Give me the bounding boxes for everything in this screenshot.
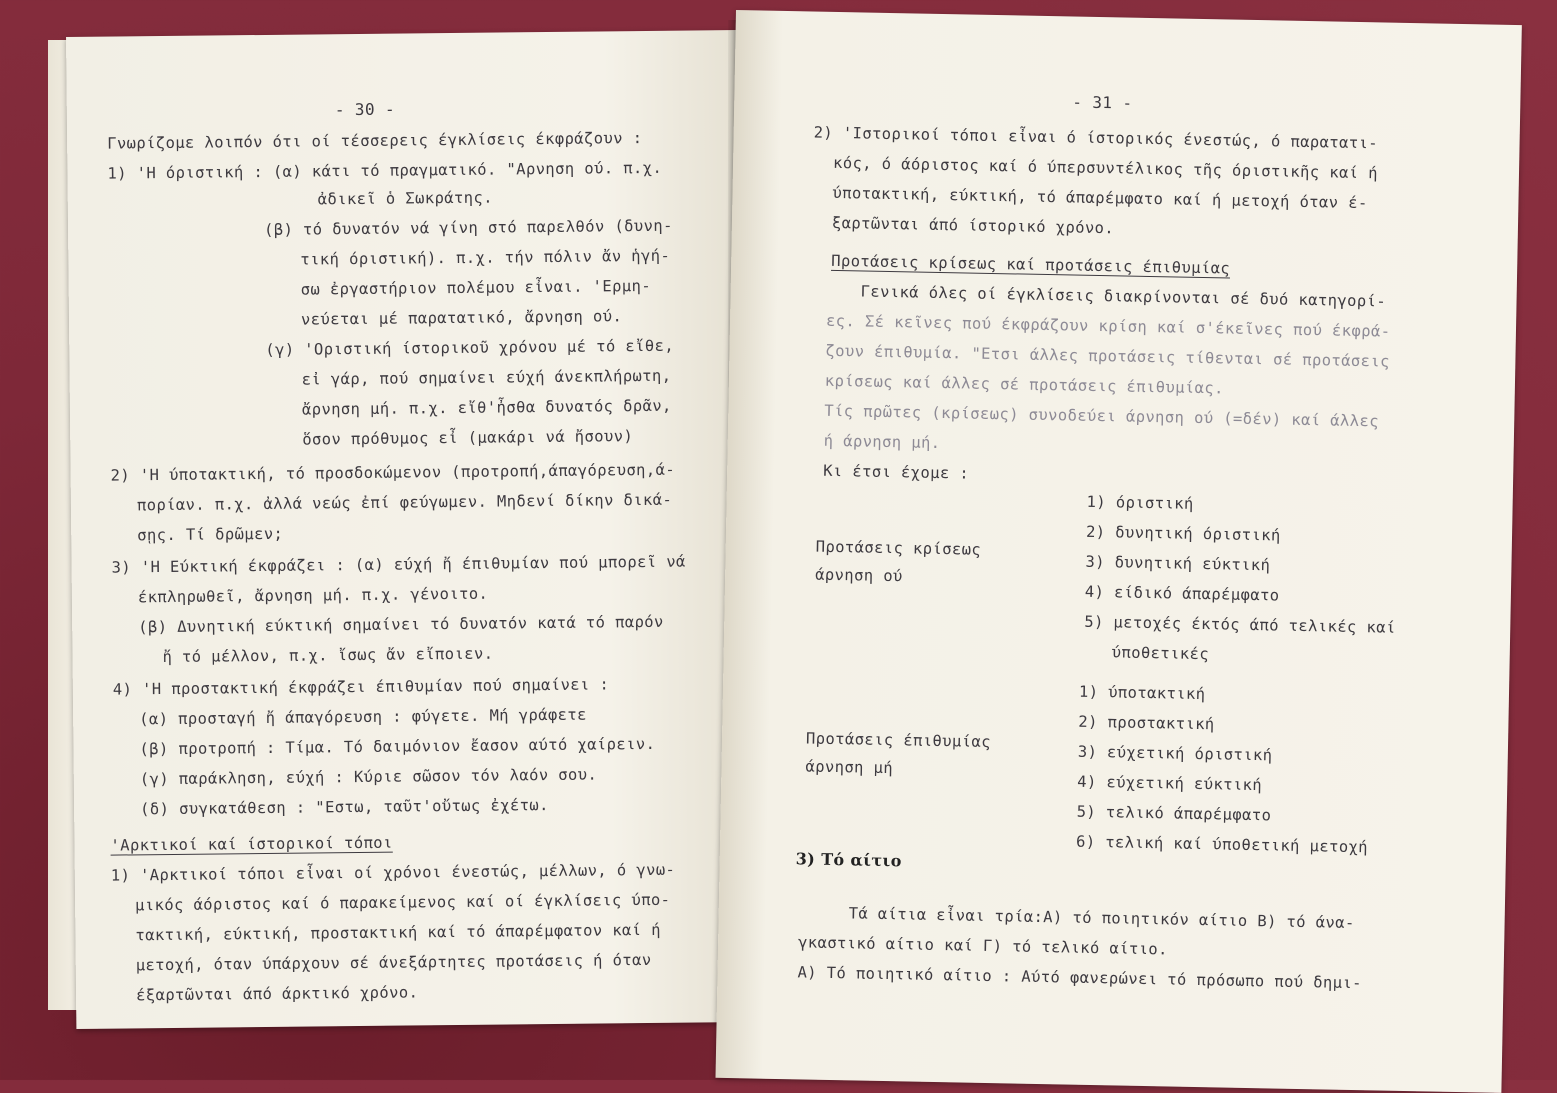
text-line: Γενικά όλες οί έγκλίσεις διακρίνονται σέ δυό κατηγορί- (860, 282, 1387, 311)
group-label: Προτάσεις κρίσεως (815, 537, 982, 559)
text-line: σῃς. Τί δρῶμεν; (137, 524, 284, 545)
list-item: 4) εύχετική εύκτική (1077, 772, 1263, 795)
list-item: 1) ύποτακτική (1078, 682, 1206, 704)
list-item: 6) τελική καί ύποθετική μετοχή (1075, 832, 1369, 857)
page-number: - 31 - (1072, 92, 1133, 113)
group-negation: άρνηση ού (815, 565, 903, 586)
text-line: ζουν έπιθυμία. "Ετσι άλλες προτάσεις τίθενται σέ προτάσεις (825, 341, 1390, 371)
text-line: τική όριστική). π.χ. τήν πόλιν ἄν ἡγή- (300, 246, 671, 269)
section-heading: Προτάσεις κρίσεως καί προτάσεις έπιθυμίας (831, 251, 1231, 278)
text-line: (β) τό δυνατόν νά γίνη στό παρελθόν (δυνη- (263, 216, 673, 239)
text-line: 2) 'Ιστορικοί τόποι εἶναι ό ίστορικός ένεστώς, ό παρατατι- (813, 123, 1379, 153)
text-line: Α) Τό ποιητικό αίτιο : Αύτό φανερώνει τό πρόσωπο πού δημι- (797, 963, 1363, 993)
list-item: 5) μετοχές έκτός άπό τελικές καί (1084, 612, 1396, 637)
list-item: 3) εύχετική όριστική (1077, 742, 1273, 765)
text-line: (α) προσταγή ἤ άπαγόρευση : φύγετε. Μή γράφετε (139, 705, 587, 729)
group-negation: άρνηση μή (805, 757, 894, 778)
text-line: ἀδικεῖ ὁ Σωκράτης. (317, 188, 494, 209)
list-item: 5) τελικό άπαρέμφατο (1076, 802, 1272, 825)
text-line: γκαστικό αίτιο καί Γ) τό τελικό αίτιο. (797, 933, 1169, 959)
text-line: (β) Δυνητική εύκτική σημαίνει τό δυνατόν κατά τό παρόν (138, 612, 664, 637)
text-line: ἤ τό μέλλον, π.χ. ἴσως ἄν εἴποιεν. (162, 644, 494, 667)
list-item: 2) προστακτική (1078, 712, 1215, 734)
text-line: ή άρνηση μή. (823, 431, 941, 453)
list-item: 4) είδικό άπαρέμφατο (1084, 582, 1280, 605)
text-line: εἰ γάρ, πού σημαίνει εύχή άνεκπλήρωτη, (301, 366, 672, 389)
text-line: ὅσον πρόθυμος εἶ (μακάρι νά ἤσουν) (302, 427, 634, 449)
text-line: έξαρτῶνται άπό άρκτικό χρόνο. (135, 983, 419, 1005)
text-line: μετοχή, όταν ύπάρχουν σέ άνεξάρτητες προτάσεις ή όταν (135, 950, 652, 975)
text-line: 1) 'Η όριστική : (α) κάτι τό πραγματικό. "Αρνηση ού. π.χ. (107, 158, 663, 183)
list-item: 3) δυνητική εύκτική (1085, 552, 1271, 575)
text-line: ἄρνηση μή. π.χ. εἴθ'ἦσθα δυνατός δρᾶν, (301, 396, 672, 419)
text-line: 3) 'Η Εύκτική έκφράζει : (α) εύχή ἤ έπιθυμίαν πού μπορεῖ νά (111, 552, 686, 577)
text-line: 4) 'Η προστακτική έκφράζει έπιθυμίαν πού σημαίνει : (112, 675, 610, 699)
text-line: 1) 'Αρκτικοί τόποι εἶναι οί χρόνοι ένεστώς, μέλλων, ό γνω- (110, 860, 676, 885)
text-line: τακτική, εύκτική, προστακτική καί τό άπαρέμφατον καί ή (135, 920, 662, 945)
text-line: νεύεται μέ παρατατικό, ἄρνηση ού. (300, 307, 623, 329)
group-label: Προτάσεις έπιθυμίας (805, 729, 992, 752)
text-line: κός, ό άόριστος καί ό ύπερσυντέλικος τῆς όριστικῆς καί ή (832, 153, 1379, 183)
section-heading: 'Αρκτικοί καί ίστορικοί τόποι (110, 833, 393, 855)
list-item: 2) δυνητική όριστική (1085, 522, 1281, 545)
text-line: ες. Σέ κεῖνες πού έκφράζουν κρίση καί σ'έκεῖνες πού έκφρά- (825, 311, 1391, 341)
right-page (715, 10, 1521, 1093)
section-heading: 3) Τό αίτιο (795, 849, 902, 871)
text-line: κρίσεως καί άλλες σέ προτάσεις έπιθυμίας. (824, 371, 1225, 398)
text-line: Κι έτσι έχομε : (822, 461, 970, 483)
text-line: (γ) παράκληση, εύχή : Κύριε σῶσον τόν λαόν σου. (139, 765, 598, 789)
list-item: ύποθετικές (1111, 643, 1210, 664)
text-line: ξαρτῶνται άπό ίστορικό χρόνο. (831, 213, 1115, 238)
text-line: Γνωρίζομε λοιπόν ότι οί τέσσερεις έγκλίσεις έκφράζουν : (107, 129, 643, 153)
text-line: 2) 'Η ύποτακτική, τό προσδοκώμενον (προτροπή,άπαγόρευση,ά- (110, 460, 676, 485)
text-line: (δ) συγκατάθεση : "Εστω, ταῦτ'οὔτως ἐχέτω. (140, 796, 549, 819)
text-line: (β) προτροπή : Τίμα. Τό δαιμόνιον ἔασον αύτό χαίρειν. (139, 734, 656, 759)
text-line: σω ἐργαστήριον πολέμου εἶναι. 'Ερμη- (300, 276, 652, 299)
text-line: έκπληρωθεῖ, ἄρνηση μή. π.χ. γένοιτο. (137, 584, 489, 607)
text-line: μικός άόριστος καί ό παρακείμενος καί οί έγκλίσεις ύπο- (135, 890, 671, 915)
text-line: Τίς πρῶτες (κρίσεως) συνοδεύει άρνηση ού (=δέν) καί άλλες (824, 401, 1380, 431)
page-number: - 30 - (334, 99, 396, 120)
left-page (66, 30, 748, 1029)
text-line: ύποτακτική, εύκτική, τό άπαρέμφατο καί ή μετοχή όταν έ- (832, 183, 1368, 213)
list-item: 1) όριστική (1086, 492, 1194, 513)
text-line: (γ) 'Οριστική ίστορικοῦ χρόνου μέ τό εἴθε, (265, 336, 675, 359)
text-line: πορίαν. π.χ. ἀλλά νεώς ἐπί φεύγωμεν. Μηδενί δίκην δικά- (136, 490, 673, 515)
text-line: Τά αίτια εἶναι τρία:Α) τό ποιητικόν αίτιο Β) τό άνα- (848, 904, 1355, 933)
